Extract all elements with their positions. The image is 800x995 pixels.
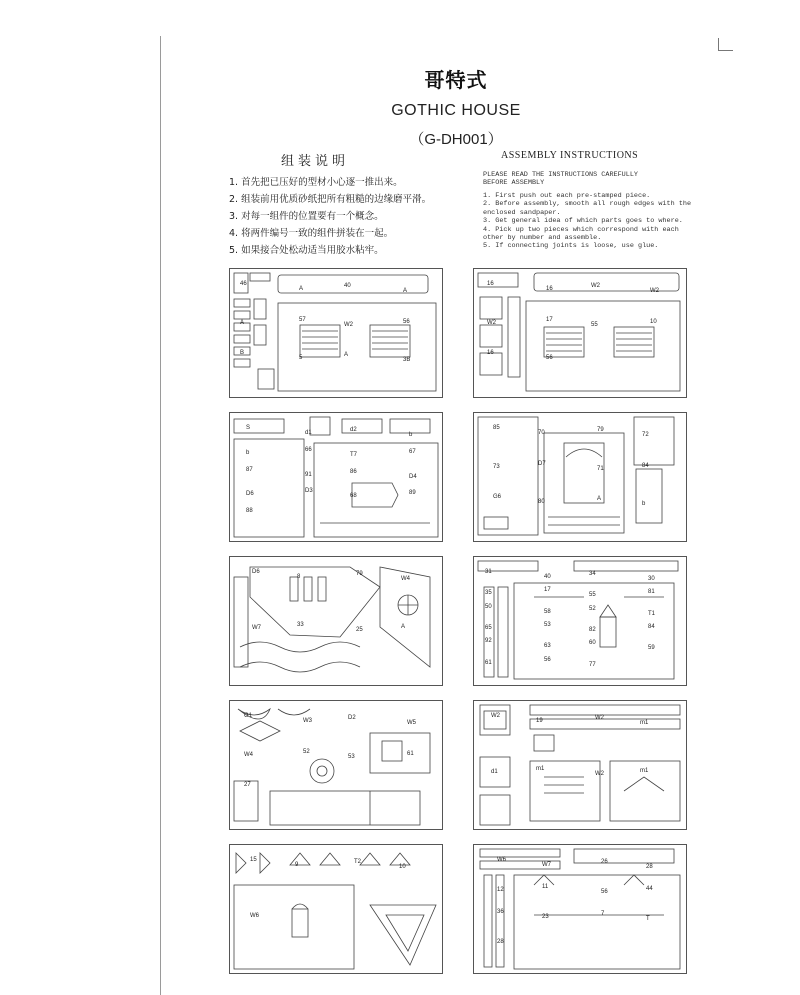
- part-number-label: d1: [491, 769, 498, 775]
- part-number-label: 25: [356, 627, 363, 633]
- part-number-label: W2: [650, 288, 659, 294]
- instruction-en-item: 5. If connecting joints is loose, use glue.: [483, 242, 659, 251]
- part-number-label: W5: [407, 720, 416, 726]
- part-number-label: 17: [544, 587, 551, 594]
- part-number-label: 58: [544, 608, 551, 615]
- instruction-cn-item: 1. 首先把已压好的型材小心逐一推出来。: [229, 177, 403, 188]
- part-number-label: 71: [597, 465, 604, 472]
- part-number-label: W7: [252, 625, 261, 631]
- part-number-label: 30: [648, 576, 655, 582]
- instruction-sheet: [160, 36, 751, 995]
- part-number-label: A: [403, 288, 408, 294]
- instruction-cn-item: 4. 将两件编号一致的组件拼装在一起。: [229, 228, 394, 239]
- part-number-label: 36: [497, 909, 504, 915]
- part-number-label: S: [246, 425, 251, 431]
- parts-drawing: [474, 845, 686, 973]
- part-number-label: A: [299, 286, 304, 292]
- part-number-label: T: [646, 916, 650, 922]
- corner-mark: [718, 38, 733, 51]
- part-number-label: 8: [297, 574, 301, 580]
- parts-drawing: [474, 413, 686, 541]
- part-number-label: 56: [601, 889, 608, 895]
- parts-sheet-2: [473, 268, 687, 398]
- instruction-en-item: enclosed sandpaper.: [483, 208, 561, 217]
- part-number-label: 81: [648, 589, 655, 596]
- part-number-label: T1: [648, 610, 656, 617]
- title-english: GOTHIC HOUSE: [391, 102, 521, 119]
- part-number-label: 52: [589, 605, 596, 612]
- parts-drawing: [230, 269, 442, 397]
- part-number-label: 77: [589, 661, 596, 668]
- part-number-label: 68: [350, 493, 357, 500]
- parts-sheet-7: [229, 700, 443, 830]
- part-number-label: B: [240, 350, 245, 357]
- part-number-label: D6: [246, 491, 254, 498]
- part-number-label: A: [344, 352, 349, 359]
- instructions-en-title: ASSEMBLY INSTRUCTIONS: [501, 150, 639, 161]
- part-number-label: G1: [244, 713, 253, 719]
- part-number-label: W2: [595, 715, 604, 721]
- part-number-label: b: [642, 501, 646, 508]
- part-number-label: 89: [409, 490, 416, 497]
- part-number-label: 28: [646, 864, 653, 870]
- part-number-label: D6: [252, 569, 260, 575]
- part-number-label: W6: [497, 857, 506, 863]
- part-number-label: A: [401, 624, 406, 630]
- part-number-label: 10: [650, 318, 657, 325]
- parts-sheet-6: [473, 556, 687, 686]
- instruction-en-item: 3. Get general idea of which parts goes to where.: [483, 217, 683, 226]
- part-number-label: G6: [493, 494, 502, 501]
- part-number-label: 79: [356, 571, 363, 577]
- part-number-label: 56: [544, 656, 551, 663]
- part-number-label: 16: [487, 350, 494, 357]
- part-number-label: d1: [305, 430, 312, 436]
- part-number-label: 59: [648, 645, 655, 652]
- parts-sheet-9: [229, 844, 443, 974]
- parts-sheet-4: [473, 412, 687, 542]
- instructions-en-subtitle: [483, 171, 713, 187]
- part-number-label: W2: [591, 283, 600, 289]
- part-number-label: 12: [497, 887, 504, 893]
- part-number-label: 26: [601, 859, 608, 865]
- part-number-label: W4: [401, 576, 410, 582]
- model-number: （G-DH001）: [409, 131, 503, 148]
- part-number-label: 28: [497, 939, 504, 945]
- part-number-label: 65: [485, 625, 492, 631]
- instruction-en-item: 4. Pick up two pieces which correspond with each: [483, 225, 679, 234]
- part-number-label: 66: [305, 446, 312, 453]
- part-number-label: 86: [350, 468, 357, 475]
- parts-sheet-8: [473, 700, 687, 830]
- part-number-label: 60: [589, 640, 596, 647]
- part-number-label: 17: [546, 316, 553, 323]
- part-number-label: 82: [589, 627, 596, 633]
- part-number-label: 40: [344, 283, 351, 289]
- parts-sheet-5: [229, 556, 443, 686]
- instruction-en-item: 2. Before assembly, smooth all rough edges with the: [483, 200, 692, 209]
- part-number-label: 46: [240, 281, 247, 287]
- instruction-en-item: other by number and assemble.: [483, 234, 602, 243]
- subtitle-line: PLEASE READ THE INSTRUCTIONS CAREFULLY: [483, 171, 638, 179]
- part-number-label: 84: [648, 624, 655, 630]
- part-number-label: 34: [589, 571, 596, 577]
- part-number-label: 15: [250, 857, 257, 863]
- part-number-label: 57: [299, 316, 306, 323]
- part-number-label: m1: [640, 720, 649, 726]
- part-number-label: W2: [491, 713, 500, 719]
- part-number-label: 79: [597, 427, 604, 433]
- parts-sheet-10: [473, 844, 687, 974]
- title-chinese: 哥特式: [424, 68, 488, 92]
- part-number-label: 67: [409, 448, 416, 455]
- part-number-label: 92: [485, 638, 492, 645]
- part-number-label: 3B: [403, 357, 411, 364]
- part-number-label: 84: [642, 462, 649, 469]
- part-number-label: 16: [487, 281, 494, 287]
- part-number-label: 61: [407, 750, 414, 757]
- instruction-en-item: 1. First push out each pre-stamped piece.: [483, 192, 651, 200]
- part-number-label: 91: [305, 471, 312, 478]
- part-number-label: m1: [536, 766, 545, 772]
- part-number-label: T2: [354, 859, 362, 865]
- part-number-label: 52: [303, 748, 310, 755]
- part-number-label: 19: [536, 718, 543, 724]
- part-number-label: 70: [538, 430, 545, 436]
- part-number-label: D4: [409, 473, 417, 480]
- part-number-label: m1: [640, 768, 649, 774]
- part-number-label: W2: [487, 319, 496, 326]
- part-number-label: W2: [595, 771, 604, 777]
- parts-drawing: [230, 845, 442, 973]
- part-number-label: 27: [244, 782, 251, 789]
- instructions-cn-list: [229, 174, 479, 259]
- part-number-label: 10: [399, 864, 406, 870]
- part-number-label: 53: [544, 622, 551, 628]
- part-number-label: 35: [485, 590, 492, 597]
- parts-sheet-1: [229, 268, 443, 398]
- part-number-label: 40: [544, 574, 551, 580]
- part-number-label: 56: [403, 318, 410, 325]
- part-number-label: 9: [295, 862, 299, 868]
- part-number-label: 63: [544, 643, 551, 650]
- part-number-label: T7: [350, 451, 358, 458]
- part-number-label: 55: [591, 321, 598, 328]
- part-number-label: 11: [542, 884, 549, 890]
- instruction-cn-item: 3. 对每一组件的位置要有一个概念。: [229, 211, 384, 222]
- part-number-label: A: [597, 496, 602, 503]
- part-number-label: 56: [546, 355, 553, 362]
- part-number-label: W7: [542, 862, 551, 868]
- part-number-label: 50: [485, 603, 492, 610]
- part-number-label: 16: [546, 286, 553, 292]
- instructions-cn-title: 组装说明: [281, 154, 350, 169]
- part-number-label: D7: [538, 460, 546, 467]
- part-number-label: W4: [244, 751, 253, 758]
- part-number-label: 23: [542, 914, 549, 920]
- part-number-label: 73: [493, 463, 500, 470]
- part-number-label: b: [246, 449, 250, 456]
- part-number-label: 44: [646, 886, 653, 892]
- instruction-cn-item: 2. 组装前用优质砂纸把所有粗糙的边缘磨平滑。: [229, 194, 432, 205]
- part-number-label: 80: [538, 499, 545, 506]
- part-number-label: d2: [350, 427, 357, 433]
- instruction-cn-item: 5. 如果接合处松动适当用胶水粘牢。: [229, 245, 384, 256]
- part-number-label: 61: [485, 659, 492, 666]
- subtitle-line: BEFORE ASSEMBLY: [483, 179, 545, 187]
- instructions-en-list: [483, 192, 713, 251]
- part-number-label: 55: [589, 592, 596, 599]
- part-number-label: 85: [493, 425, 500, 431]
- part-number-label: 5: [299, 355, 303, 362]
- part-number-label: 33: [297, 622, 304, 628]
- part-number-label: D2: [348, 715, 356, 721]
- part-number-label: W3: [303, 718, 312, 724]
- parts-drawing: [230, 557, 442, 685]
- parts-drawing: [474, 701, 686, 829]
- part-number-label: 31: [485, 569, 492, 575]
- part-number-label: b: [409, 432, 413, 438]
- part-number-label: W2: [344, 321, 353, 328]
- parts-sheet-3: [229, 412, 443, 542]
- part-number-label: 87: [246, 466, 253, 473]
- part-number-label: 7: [601, 911, 605, 917]
- part-number-label: 53: [348, 753, 355, 760]
- part-number-label: 72: [642, 432, 649, 438]
- part-number-label: D3: [305, 488, 313, 495]
- part-number-label: W6: [250, 913, 259, 919]
- part-number-label: A: [240, 319, 245, 326]
- part-number-label: 88: [246, 508, 253, 515]
